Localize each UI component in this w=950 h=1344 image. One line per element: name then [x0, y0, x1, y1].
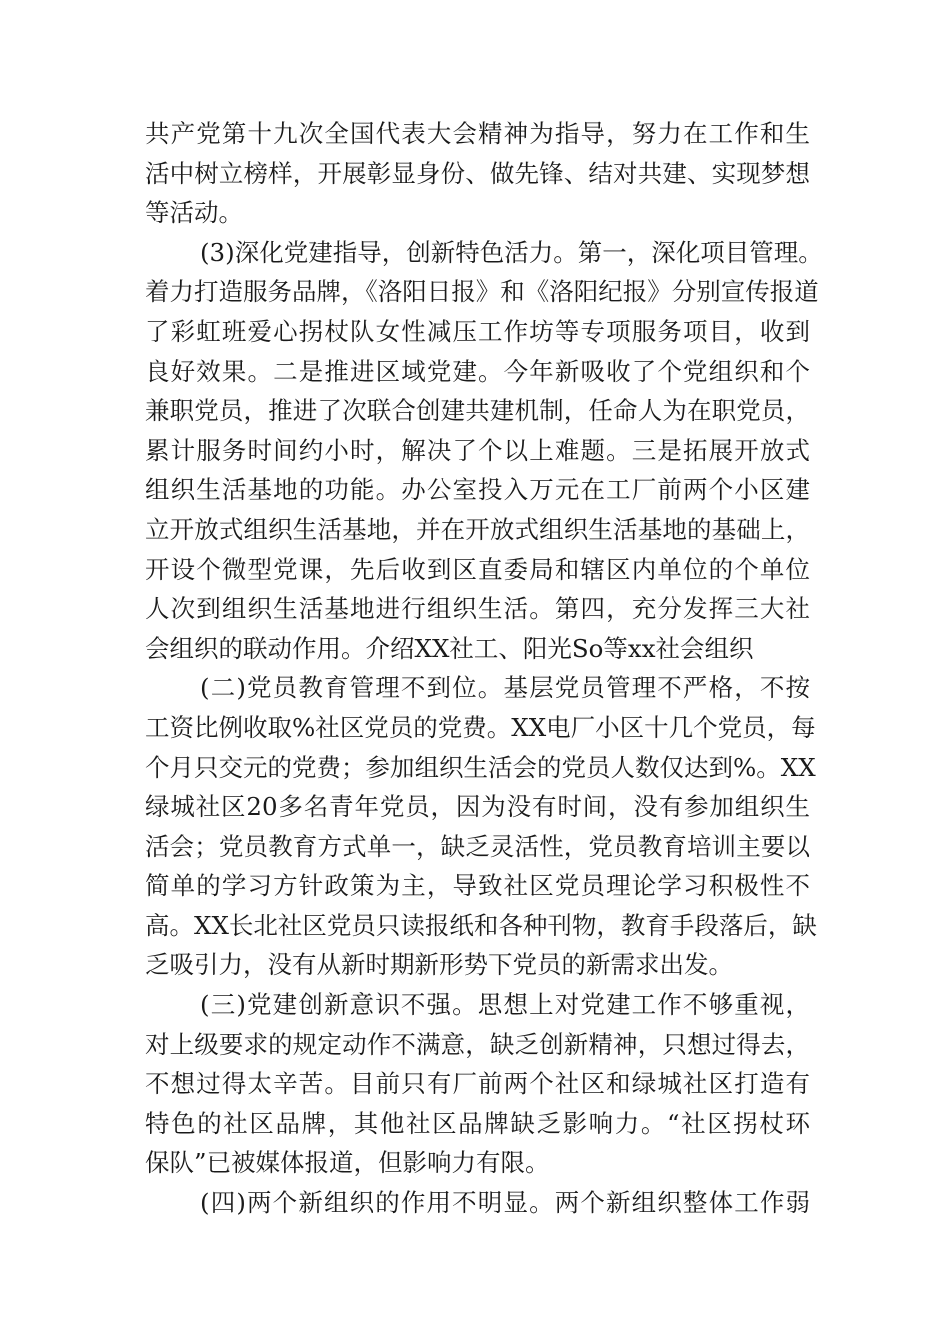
text-line: 活中树立榜样，开展彰显身份、做先锋、结对共建、实现梦想: [145, 158, 810, 188]
text-line: 个月只交元的党费；参加组织生活会的党员人数仅达到%。XX: [145, 752, 816, 782]
text-line: 累计服务时间约小时，解决了个以上难题。三是拓展开放式: [145, 435, 810, 465]
text-line: (四)两个新组织的作用不明显。两个新组织整体工作弱: [200, 1188, 810, 1218]
text-line: (3)深化党建指导，创新特色活力。第一，深化项目管理。: [200, 237, 823, 267]
text-line: 不想过得太辛苦。目前只有厂前两个社区和绿城社区打造有: [145, 1069, 810, 1099]
paragraph: [145, 1183, 810, 1223]
text-line: 活会；党员教育方式单一，缺乏灵活性，党员教育培训主要以: [145, 831, 810, 861]
text-line: 了彩虹班爱心拐杖队女性减压工作坊等专项服务项目，收到: [145, 316, 810, 346]
text-line: 开设个微型党课，先后收到区直委局和辖区内单位的个单位: [145, 554, 810, 584]
text-line: 特色的社区品牌，其他社区品牌缺乏影响力。“社区拐杖环: [145, 1108, 810, 1138]
text-line: 会组织的联动作用。介绍XX社工、阳光So等xx社会组织: [145, 633, 754, 663]
paragraph: [145, 668, 817, 985]
text-line: 高。XX长北社区党员只读报纸和各种刊物，教育手段落后，缺: [145, 910, 817, 940]
document-body: [145, 114, 823, 1223]
text-line: 对上级要求的规定动作不满意，缺乏创新精神，只想过得去，: [145, 1029, 810, 1059]
text-line: 人次到组织生活基地进行组织生活。第四，充分发挥三大社: [145, 594, 810, 624]
text-line: 等活动。: [145, 198, 243, 228]
text-line: 绿城社区20多名青年党员，因为没有时间，没有参加组织生: [145, 792, 810, 822]
paragraph: [145, 114, 810, 233]
text-line: 立开放式组织生活基地，并在开放式组织生活基地的基础上，: [145, 514, 810, 544]
text-line: 工资比例收取%社区党员的党费。XX电厂小区十几个党员，每: [145, 712, 816, 742]
paragraph: [145, 985, 810, 1183]
text-line: (二)党员教育管理不到位。基层党员管理不严格，不按: [200, 673, 810, 703]
text-line: 良好效果。二是推进区域党建。今年新吸收了个党组织和个: [145, 356, 810, 386]
paragraph: [145, 233, 823, 669]
text-line: 保队”已被媒体报道，但影响力有限。: [145, 1148, 550, 1178]
text-line: 简单的学习方针政策为主，导致社区党员理论学习积极性不: [145, 871, 810, 901]
text-line: 兼职党员，推进了次联合创建共建机制，任命人为在职党员，: [145, 396, 810, 426]
text-line: (三)党建创新意识不强。思想上对党建工作不够重视，: [200, 990, 810, 1020]
text-line: 共产党第十九次全国代表大会精神为指导，努力在工作和生: [145, 119, 810, 148]
text-line: 着力打造服务品牌，《洛阳日报》和《洛阳纪报》分别宣传报道: [145, 277, 819, 307]
text-line: 乏吸引力，没有从新时期新形势下党员的新需求出发。: [145, 950, 733, 980]
text-line: 组织生活基地的功能。办公室投入万元在工厂前两个小区建: [145, 475, 810, 505]
